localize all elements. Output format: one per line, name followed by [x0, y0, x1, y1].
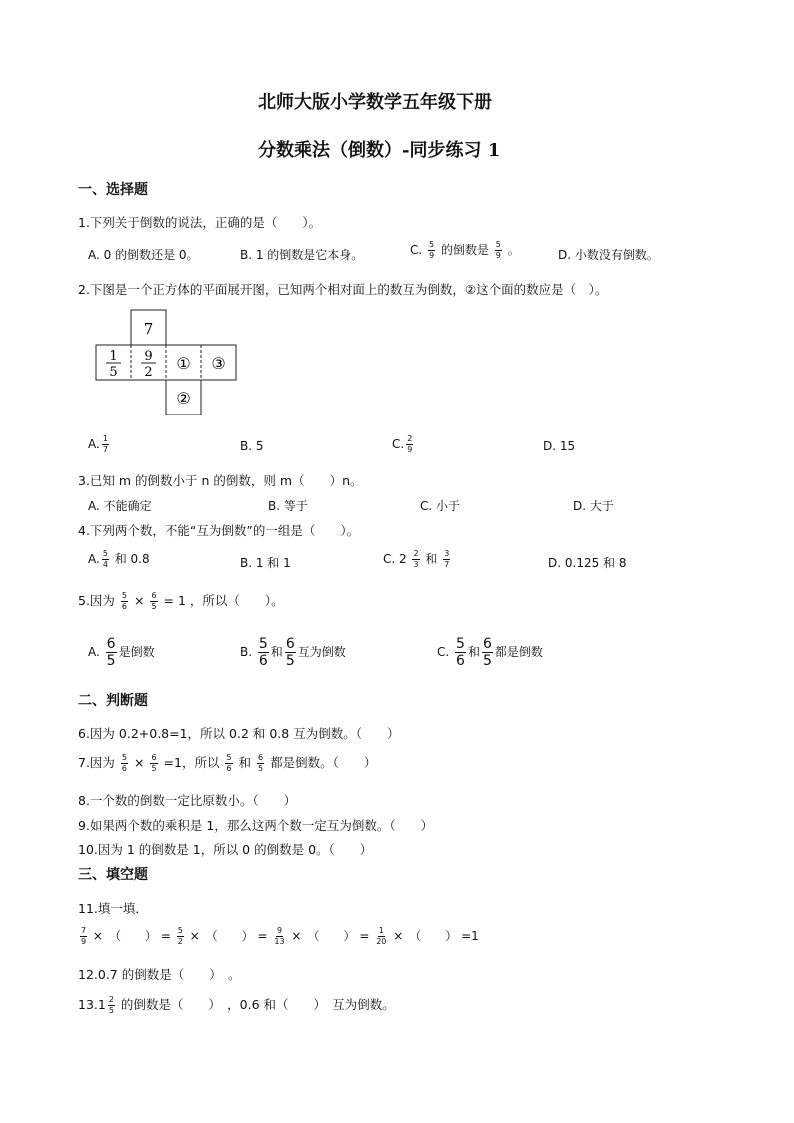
- q4-option-c: C. 2 $\frac{2}{3}$ 和 $\frac{3}{7}$: [383, 549, 450, 569]
- fraction: $\frac{3}{7}$: [444, 549, 450, 569]
- page-title: 北师大版小学数学五年级下册: [258, 92, 492, 113]
- question-10: 10.因为 1 的倒数是 1，所以 0 的倒数是 0。（ ）: [78, 842, 373, 857]
- fraction: $\frac{6}{5}$: [482, 636, 492, 669]
- fraction: $\frac{5}{6}$: [121, 591, 128, 611]
- fraction: $\frac{5}{9}$: [495, 240, 501, 260]
- net-label-mid-denominator: 2: [144, 365, 153, 380]
- question-9: 9.如果两个数的乘积是 1，那么这两个数一定互为倒数。（ ）: [78, 818, 434, 833]
- net-label-left-denominator: 5: [109, 365, 118, 380]
- net-label-circle-2: ②: [176, 389, 191, 408]
- q1-option-b: B. 1 的倒数是它本身。: [240, 248, 364, 262]
- fraction: $\frac{1}{7}$: [102, 434, 108, 454]
- question-5: 5.因为 $\frac{5}{6}$ × $\frac{6}{5}$ = 1 ，所以（ ）。: [78, 591, 284, 611]
- fraction: $\frac{6}{5}$: [151, 591, 157, 611]
- q2-option-c: C. $\frac{2}{9}$: [392, 434, 413, 454]
- section-fill: 三、填空题: [78, 867, 148, 883]
- q2-option-a: A. $\frac{1}{7}$: [88, 434, 108, 454]
- fraction: $\frac{2}{9}$: [407, 434, 413, 454]
- cube-net-svg: [95, 309, 237, 415]
- net-label-circle-3: ③: [211, 354, 226, 373]
- question-11: 11.填一填．: [78, 901, 148, 916]
- q3-option-c: C. 小于: [420, 499, 461, 513]
- q5-option-c: C. $\frac{5}{6}$ 和 $\frac{6}{5}$ 都是倒数: [437, 636, 543, 669]
- fraction: $\frac{6}{5}$: [106, 636, 116, 669]
- question-4: 4.下列两个数，不能“互为倒数”的一组是（ ）。: [78, 523, 360, 538]
- net-label-circle-1: ①: [176, 354, 191, 373]
- net-label-left-numerator: 1: [109, 349, 118, 364]
- net-label-mid-numerator: 9: [144, 349, 153, 364]
- fraction: $\frac{6}{5}$: [258, 753, 264, 773]
- q3-option-b: B. 等于: [268, 499, 308, 513]
- question-7: 7.因为 $\frac{5}{6}$ × $\frac{6}{5}$ =1，所以 $\frac{5}{6}$ 和 $\frac{6}{5}$ 都是倒数。（ ）: [78, 753, 377, 773]
- fraction: $\frac{5}{6}$: [456, 636, 465, 669]
- question-12: 12.0.7 的倒数是（ ） 。: [78, 967, 241, 982]
- section-judge: 二、判断题: [78, 693, 148, 709]
- q3-option-a: A. 不能确定: [88, 499, 152, 513]
- q4-option-d: D. 0.125 和 8: [548, 556, 627, 570]
- q2-option-d: D. 15: [543, 439, 576, 453]
- q1-option-d: D. 小数没有倒数。: [558, 248, 659, 262]
- q4-option-b: B. 1 和 1: [240, 556, 291, 570]
- fraction: $\frac{9}{13}$: [274, 926, 285, 946]
- question-3: 3.已知 m 的倒数小于 n 的倒数，则 m（ ）n。: [78, 473, 363, 488]
- q1-option-c: C. $\frac{5}{9}$ 的倒数是 $\frac{5}{9}$ 。: [410, 240, 520, 260]
- fraction: $\frac{5}{9}$: [429, 240, 435, 260]
- q2-option-b: B. 5: [240, 439, 264, 453]
- q3-option-d: D. 大于: [573, 499, 614, 513]
- fraction: $\frac{5}{4}$: [102, 549, 108, 569]
- q5-option-a: A. $\frac{6}{5}$ 是倒数: [88, 636, 155, 669]
- fraction: $\frac{1}{20}$: [376, 926, 387, 946]
- fraction: $\frac{6}{5}$: [285, 636, 295, 669]
- fraction: $\frac{6}{5}$: [151, 753, 157, 773]
- q4-option-a: A. $\frac{5}{4}$ 和 0.8: [88, 549, 150, 569]
- fraction: $\frac{2}{3}$: [413, 549, 419, 569]
- fraction: $\frac{5}{6}$: [258, 636, 268, 669]
- question-13: 13.1 $\frac{2}{5}$ 的倒数是（ ） ，0.6 和（ ） 互为倒数。: [78, 995, 395, 1015]
- fraction: $\frac{5}{6}$: [226, 753, 232, 773]
- q11-equation: $\frac{7}{9}$ × （ ） = $\frac{5}{2}$ × （ ） = $\frac{9}{13}$ × （ ） = $\frac{1}{20}$ × （ ） =1: [81, 926, 479, 946]
- question-6: 6.因为 0.2+0.8=1，所以 0.2 和 0.8 互为倒数。（ ）: [78, 726, 400, 741]
- net-label-top: 7: [143, 320, 154, 338]
- cube-net-figure: [95, 309, 237, 419]
- fraction: $\frac{2}{5}$: [108, 995, 114, 1015]
- q5-option-b: B. $\frac{5}{6}$ 和 $\frac{6}{5}$ 互为倒数: [240, 636, 346, 669]
- fraction: $\frac{5}{6}$: [121, 753, 128, 773]
- fraction: $\frac{5}{2}$: [177, 926, 183, 946]
- fraction: $\frac{7}{9}$: [81, 926, 87, 946]
- section-choice: 一、选择题: [78, 182, 148, 198]
- question-8: 8.一个数的倒数一定比原数小。（ ）: [78, 793, 297, 808]
- question-1: 1.下列关于倒数的说法，正确的是（ ）。: [78, 215, 322, 230]
- question-2: 2.下图是一个正方体的平面展开图，已知两个相对面上的数互为倒数，②这个面的数应是（ ）。: [78, 282, 608, 297]
- page-subtitle: 分数乘法（倒数）-同步练习 1: [258, 140, 501, 161]
- q1-option-a: A. 0 的倒数还是 0。: [88, 248, 199, 262]
